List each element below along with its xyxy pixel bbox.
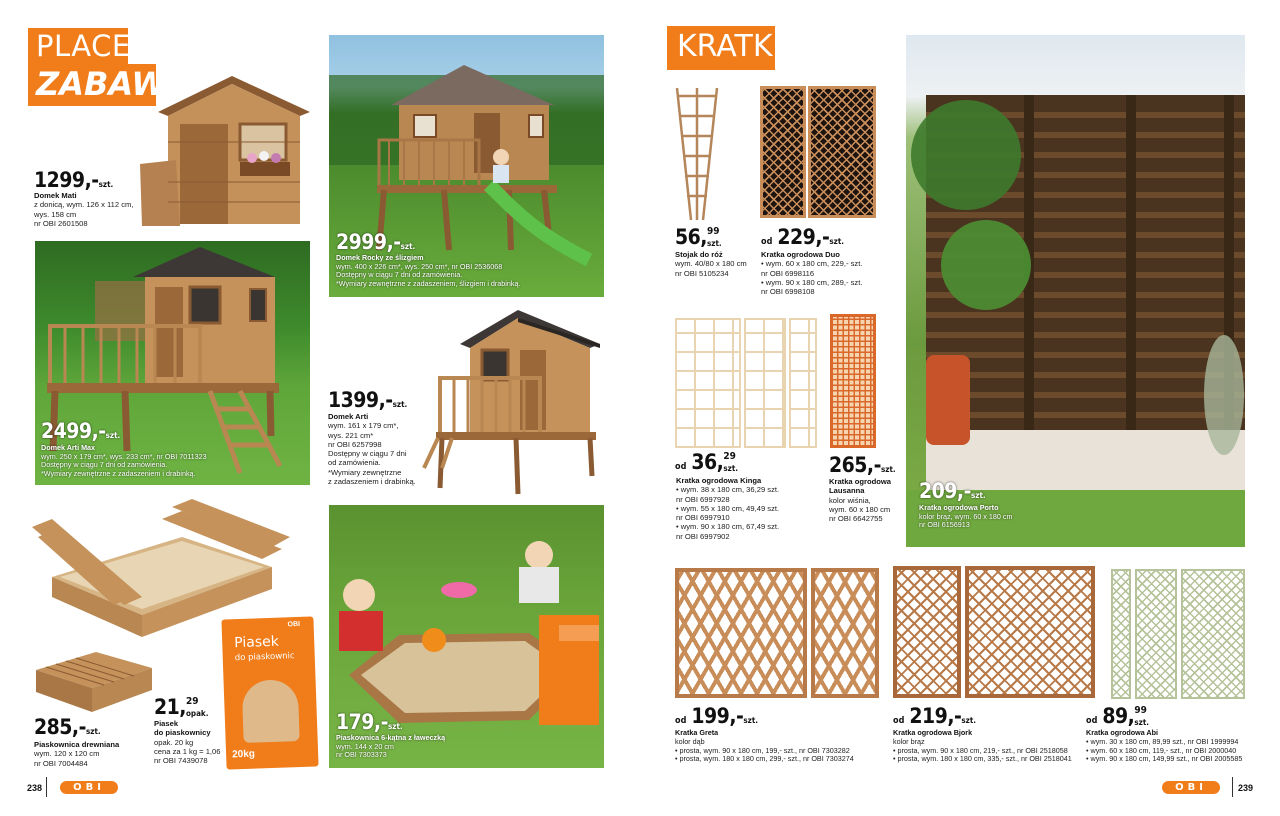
kratka-duo-image-2 xyxy=(808,86,876,218)
kratka-kinga-image-1 xyxy=(675,318,741,448)
sand-bag-title: Piasek xyxy=(233,633,280,652)
desc-kratka-abi: Kratka ogrodowa Abi • wym. 30 x 180 cm, 89,99 szt., nr OBI 1999994 • wym. 60 x 180 cm, 119,- szt., nr OBI 2000040 • wym. 90 x 180 cm, 149,99 szt., nr OBI 2005585 xyxy=(1086,728,1243,764)
price-kratka-porto: 209,-szt. xyxy=(919,479,986,503)
section-title-zabaw: ZABAW xyxy=(28,64,156,106)
desc-domek-mati: Domek Mati z donicą, wym. 126 x 112 cm, wys. 158 cm nr OBI 2601508 xyxy=(34,191,134,228)
desc-piasek: Piasek do piaskownicy opak. 20 kg cena za 1 kg = 1,06 nr OBI 7439078 xyxy=(154,719,221,766)
kratka-bjork-image-2 xyxy=(965,566,1095,698)
sand-bag-brand: OBI xyxy=(287,620,301,629)
desc-piaskownica-6-katna: Piaskownica 6-kątna z ławeczką wym. 144 x 20 cm nr OBI 7303373 xyxy=(336,733,446,760)
price-domek-arti-max: 2499,-szt. xyxy=(41,419,121,443)
desc-kratka-kinga: Kratka ogrodowa Kinga • wym. 38 x 180 cm, 36,29 szt. nr OBI 6997928 • wym. 55 x 180 cm, 49,49 szt. nr OBI 6997910 • wym. 90 x 180 cm, 67,49 szt. nr OBI 6997902 xyxy=(676,476,780,541)
piaskownica-small-image xyxy=(32,650,156,718)
kratka-abi-image-1 xyxy=(1111,569,1131,699)
kratka-duo-image-1 xyxy=(760,86,806,218)
footer-divider-left xyxy=(46,777,47,797)
page-number-left: 238 xyxy=(27,783,43,793)
desc-stojak: Stojak do róż wym. 40/80 x 180 cm nr OBI 5105234 xyxy=(675,250,747,278)
kratka-kinga-image-2 xyxy=(744,318,786,448)
price-domek-arti: 1399,-szt. xyxy=(328,388,408,412)
page-number-right: 239 xyxy=(1238,783,1254,793)
price-stojak: 56,99 szt. xyxy=(675,225,722,249)
price-domek-rocky: 2999,-szt. xyxy=(336,230,416,254)
desc-kratka-greta: Kratka Greta kolor dąb • prosta, wym. 90 x 180 cm, 199,- szt., nr OBI 7303282 • prosta, wym. 180 x 180 cm, 299,- szt., nr OBI 7303274 xyxy=(675,728,854,764)
desc-domek-arti-max: Domek Arti Max wym. 250 x 179 cm*, wys. 233 cm*, nr OBI 7011323 Dostępny w ciągu 7 dni od zamówienia. *Wymiary zewnętrzne z zadaszeniem i drabinką. xyxy=(41,443,207,478)
sand-bag-weight: 20kg xyxy=(231,748,256,761)
desc-domek-arti: Domek Arti wym. 161 x 179 cm*, wys. 221 cm* nr OBI 6257998 Dostępny w ciągu 7 dni od zamówienia. *Wymiary zewnętrzne z zadaszeniem i drabinką. xyxy=(328,412,416,487)
desc-kratka-bjork: Kratka ogrodowa Bjork kolor brąz • prosta, wym. 90 x 180 cm, 219,- szt., nr OBI 2518058 • prosta, wym. 180 x 180 cm, 335,- szt., nr OBI 2518041 xyxy=(893,728,1072,764)
sand-bag-subtitle: do piaskownic xyxy=(234,651,295,664)
price-kratka-kinga: od 36,29 szt. xyxy=(675,450,739,474)
desc-kratka-duo: Kratka ogrodowa Duo • wym. 60 x 180 cm, 229,- szt. nr OBI 6998116 • wym. 90 x 180 cm, 289,- szt. nr OBI 6998108 xyxy=(761,250,863,297)
kratka-abi-image-2 xyxy=(1135,569,1177,699)
kratka-greta-image-2 xyxy=(811,568,879,698)
price-kratka-bjork: od 219,-szt. xyxy=(893,704,977,728)
price-kratka-duo: od 229,-szt. xyxy=(761,225,845,249)
desc-domek-rocky: Domek Rocky ze ślizgiem wym. 400 x 226 cm*, wys. 250 cm*, nr OBI 2536068 Dostępny w ciągu 7 dni od zamówienia. *Wymiary zewnętrzne z zadaszeniem, ślizgiem i drabinką. xyxy=(336,253,521,288)
desc-kratka-lausanna: Kratka ogrodowa Lausanna kolor wiśnia, wym. 60 x 180 cm nr OBI 6642755 xyxy=(829,477,892,524)
domek-arti-image xyxy=(420,308,602,498)
price-piasek: 21,29 opak. xyxy=(154,695,209,719)
desc-kratka-porto: Kratka ogrodowa Porto kolor brąz, wym. 60 x 180 cm nr OBI 6156913 xyxy=(919,503,1013,530)
price-kratka-greta: od 199,-szt. xyxy=(675,704,759,728)
section-title-place: PLACE xyxy=(28,28,128,64)
kratka-porto-photo xyxy=(906,35,1245,547)
price-domek-mati: 1299,-szt. xyxy=(34,168,114,192)
kratka-greta-image-1 xyxy=(675,568,807,698)
footer-divider-right xyxy=(1232,777,1233,797)
domek-mati-image xyxy=(140,72,315,230)
price-piaskownica-6-katna: 179,-szt. xyxy=(336,710,403,734)
sand-bag xyxy=(221,616,318,769)
kratka-bjork-image-1 xyxy=(893,566,961,698)
obi-logo-left: OBI xyxy=(60,781,118,794)
obi-logo-right: OBI xyxy=(1162,781,1220,794)
kratka-abi-image-3 xyxy=(1181,569,1245,699)
section-title-kratki: KRATKI xyxy=(667,26,775,70)
price-piaskownica: 285,-szt. xyxy=(34,715,101,739)
kratka-lausanna-image xyxy=(830,314,876,448)
sand-bag-illustration xyxy=(242,679,300,743)
kratka-kinga-image-3 xyxy=(789,318,817,448)
price-kratka-abi: od 89,99 szt. xyxy=(1086,704,1150,728)
price-kratka-lausanna: 265,-szt. xyxy=(829,453,896,477)
desc-piaskownica: Piaskownica drewniana wym. 120 x 120 cm nr OBI 7004484 xyxy=(34,740,120,768)
stojak-do-roz-image xyxy=(673,86,721,222)
